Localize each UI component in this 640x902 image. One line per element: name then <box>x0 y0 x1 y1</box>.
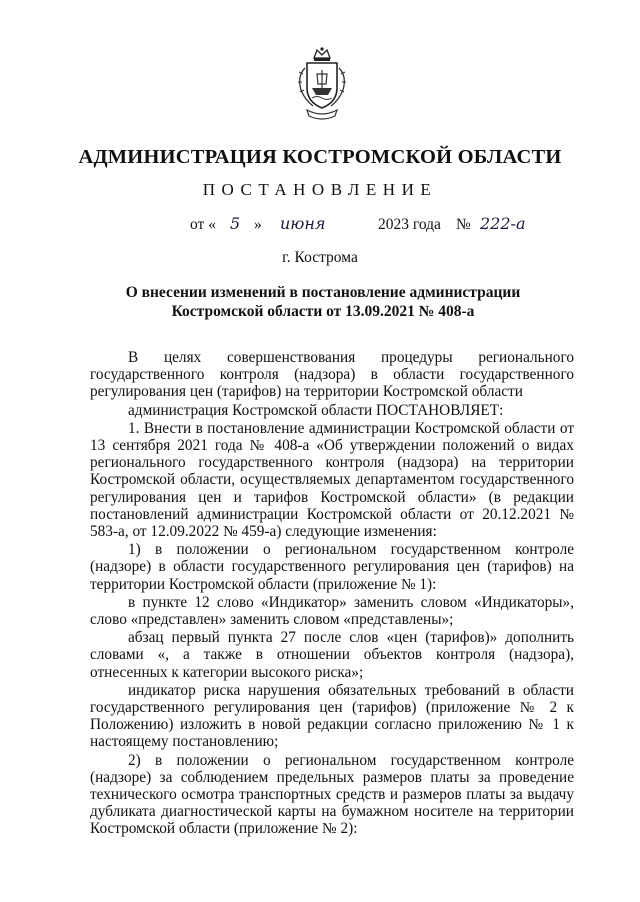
document-type-title: ПОСТАНОВЛЕНИЕ <box>202 180 438 199</box>
document-body <box>90 349 574 839</box>
body-paragraph: в пункте 12 слово «Индикатор» заменить словом «Индикаторы», слово «представлен» заменить словом «представлены»; <box>90 593 574 629</box>
date-day-handwritten: 5 <box>230 214 241 233</box>
kostroma-coat-of-arms-icon <box>293 44 351 124</box>
body-paragraph: В целях совершенствования процедуры регионального государственного контроля (надзора) в области государственного регулирования цен (тарифов) на территории Костромской области <box>90 349 574 401</box>
body-paragraph: 1) в положении о региональном государственном контроле (надзоре) в области государственного регулирования цен (тарифов) на территории Костромской области (приложение № 1): <box>90 541 574 593</box>
body-paragraph: 1. Внести в постановление администрации Костромской области от 13 сентября 2021 года № 408-а «Об утверждении положений о видах регионального государственного контроля (надзора) на территории Костромской области, осуществляемых департаментом государственного регулирования цен и тарифов Костромской области» (в редакции постановлений администрации Костромской области от 20.12.2021 № 583-а, от 12.09.2022 № 459-а) следующие изменения: <box>90 419 574 541</box>
body-paragraph: администрация Костромской области ПОСТАНОВЛЯЕТ: <box>128 401 504 419</box>
document-subject: О внесении изменений в постановление администрации Костромской области от 13.09.2021 № 408-а <box>125 284 521 320</box>
organization-title: АДМИНИСТРАЦИЯ КОСТРОМСКОЙ ОБЛАСТИ <box>78 146 562 168</box>
date-number-line <box>190 214 550 238</box>
city-line: г. Кострома <box>282 249 358 266</box>
number-sign: № <box>456 216 471 233</box>
document-number-handwritten: 222-а <box>480 214 526 233</box>
body-paragraph: 2) в положении о региональном государственном контроле (надзоре) за соблюдением предельных размеров платы за проведение технического осмотра транспортных средств и размеров платы за выдачу дубликата диагностической карты на бумажном носителе на территории Костромской области (приложение № 2): <box>90 751 574 838</box>
date-close-quote: » <box>254 216 262 233</box>
date-prefix: от « <box>190 216 216 233</box>
date-month-handwritten: июня <box>280 214 326 233</box>
body-paragraph: индикатор риска нарушения обязательных требований в области государственного регулирования цен (тарифов) (приложение № 2 к Положению) изложить в новой редакции согласно приложению № 1 к настоящему постановлению; <box>90 681 574 751</box>
body-paragraph: абзац первый пункта 27 после слов «цен (тарифов)» дополнить словами «, а также в отношении объектов контроля (надзора), отнесенных к категории высокого риска»; <box>90 629 574 681</box>
date-year: 2023 года <box>378 216 441 233</box>
